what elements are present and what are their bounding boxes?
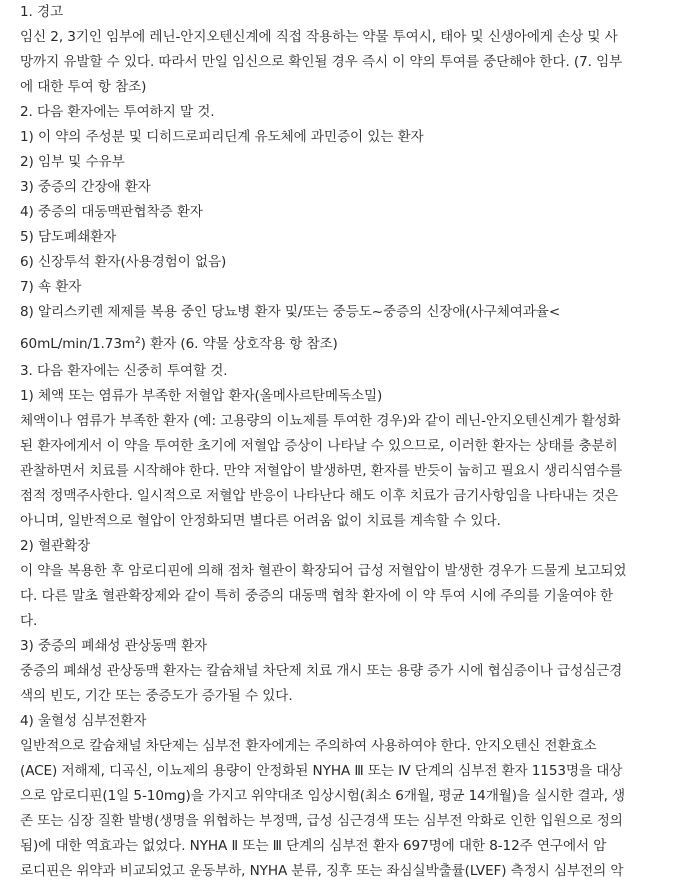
subsection-heading: 1) 체액 또는 염류가 부족한 저혈압 환자(올메사르탄메독소밀) — [20, 388, 383, 404]
paragraph-line: (ACE) 저해제, 디곡신, 이뇨제의 용량이 안정화된 NYHA Ⅲ 또는 Ⅳ 단계의 심부전 환자 1153명을 대상 — [20, 763, 623, 779]
paragraph-line: 된 환자에게서 이 약을 투여한 초기에 저혈압 증상이 나타날 수 있으므로, 이러한 환자는 상태를 충분히 — [20, 438, 618, 454]
paragraph-line: 됨)에 대한 역효과는 없었다. NYHA Ⅱ 또는 Ⅲ 단계의 심부전 환자 697명에 대한 8-12주 연구에서 암 — [20, 838, 607, 854]
paragraph-line: 중증의 폐쇄성 관상동맥 환자는 칼슘채널 차단제 치료 개시 또는 용량 증가 시에 협심증이나 급성심근경 — [20, 663, 623, 679]
gfr-value: 60mL/min/1.73m — [20, 336, 136, 352]
paragraph-line: 다. — [20, 613, 38, 629]
list-item: 6) 신장투석 환자(사용경험이 없음) — [20, 254, 227, 270]
list-item: 7) 쇽 환자 — [20, 279, 82, 295]
subsection-heading: 4) 울혈성 심부전환자 — [20, 713, 147, 729]
list-item-continuation — [20, 325, 678, 359]
subsection-heading: 2) 혈관확장 — [20, 538, 91, 554]
paragraph-line: 이 약을 복용한 후 암로디핀에 의해 점차 혈관이 확장되어 급성 저혈압이 발생한 경우가 드물게 보고되었 — [20, 563, 627, 579]
paragraph-line: 다. 다른 말초 혈관확장제와 같이 특히 중증의 대동맥 협착 환자에 이 약 투여 시에 주의를 기울여야 한 — [20, 588, 614, 604]
section-heading-warning: 1. 경고 — [20, 4, 64, 20]
paragraph-line: 체액이나 염류가 부족한 환자 (예: 고용량의 이뇨제를 투여한 경우)와 같이 레닌-안지오텐신계가 활성화 — [20, 413, 621, 429]
paragraph-line: 존 또는 심장 질환 발병(생명을 위협하는 부정맥, 급성 심근경색 또는 심부전 악화로 인한 입원으로 정의 — [20, 813, 623, 829]
list-item: 2) 임부 및 수유부 — [20, 154, 125, 170]
paragraph-line: 망까지 유발할 수 있다. 따라서 만일 임신으로 확인될 경우 즉시 이 약의 투여를 중단해야 한다. (7. 임부 — [20, 54, 623, 70]
paragraph-line: 으로 암로디핀(1일 5-10mg)을 가지고 위약대조 임상시험(최소 6개월, 평균 14개월)을 실시한 결과, 생 — [20, 788, 626, 804]
paragraph-line: 로디핀은 위약과 비교되었고 운동부하, NYHA 분류, 징후 또는 좌심실박출률(LVEF) 측정시 심부전의 악 — [20, 863, 624, 879]
paragraph-line: 점적 정맥주사한다. 일시적으로 저혈압 반응이 나타난다 해도 이후 치료가 금기사항임을 나타내는 것은 — [20, 488, 618, 504]
list-item: 4) 중증의 대동맥판협착증 환자 — [20, 204, 203, 220]
paragraph-line: 관찰하면서 치료를 시작해야 한다. 만약 저혈압이 발생하면, 환자를 반듯이 눕히고 필요시 생리식염수를 — [20, 463, 623, 479]
subsection-heading: 3) 중증의 폐쇄성 관상동맥 환자 — [20, 638, 208, 654]
paragraph-line: 임신 2, 3기인 임부에 레닌-안지오텐신계에 직접 작용하는 약물 투여시, 태아 및 신생아에게 손상 및 사 — [20, 29, 618, 45]
section-heading-contraindications: 2. 다음 환자에는 투여하지 말 것. — [20, 104, 215, 120]
section-heading-precautions: 3. 다음 환자에는 신중히 투여할 것. — [20, 363, 228, 379]
paragraph-line: 아니며, 일반적으로 혈압이 안정화되면 별다른 어려움 없이 치료를 계속할 수 있다. — [20, 513, 501, 529]
list-item: 1) 이 약의 주성분 및 디히드로피리딘계 유도체에 과민증이 있는 환자 — [20, 129, 424, 145]
list-item: 5) 담도폐쇄환자 — [20, 229, 117, 245]
list-item: 3) 중증의 간장애 환자 — [20, 179, 151, 195]
paragraph-line: 에 대한 투여 항 참조) — [20, 79, 147, 95]
gfr-superscript: 2 — [135, 336, 141, 346]
paragraph-line: 일반적으로 칼슘채널 차단제는 심부전 환자에게는 주의하여 사용하여야 한다. 안지오텐신 전환효소 — [20, 738, 597, 754]
gfr-rest: ) 환자 (6. 약물 상호작용 항 참조) — [140, 336, 338, 352]
paragraph-line: 색의 빈도, 기간 또는 중증도가 증가될 수 있다. — [20, 688, 293, 704]
list-item: 8) 알리스키렌 제제를 복용 중인 당뇨병 환자 및/또는 중등도~중증의 신장애(사구체여과율< — [20, 304, 561, 320]
